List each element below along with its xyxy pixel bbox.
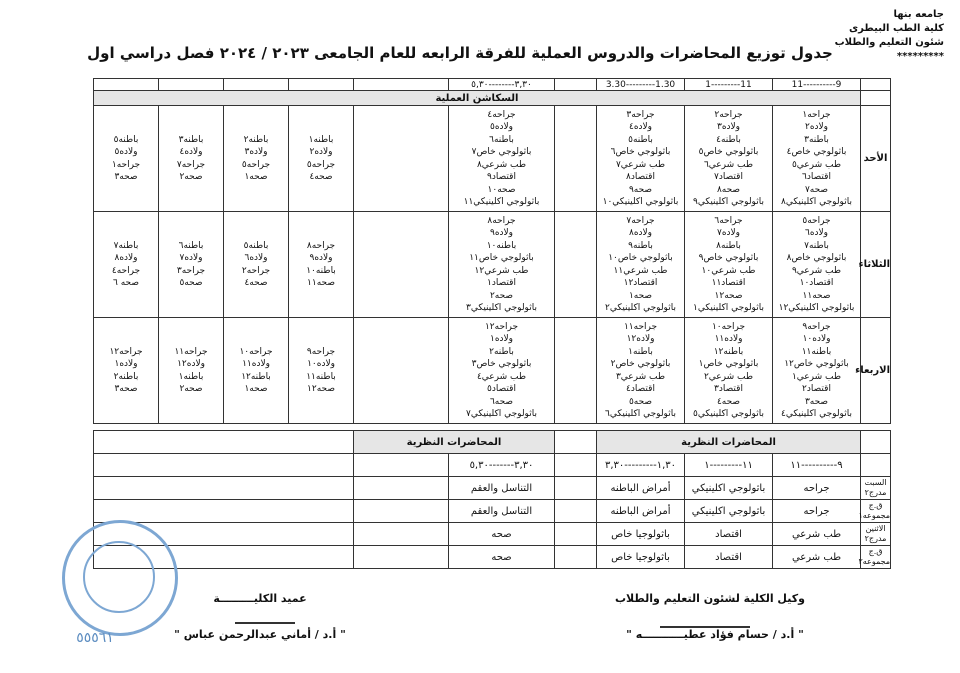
theory-cell: اقتصاد <box>685 546 773 569</box>
page-title: جدول توزيع المحاضرات والدروس العملية للفرقة الرابعه للعام الجامعى ٢٠٢٣ / ٢٠٢٤ فصل دراسي اول <box>87 44 833 62</box>
theory-section-title: المحاضرات النظرية <box>597 431 861 454</box>
vice-dean-name: " أ.د / حسام فؤاد عطيـــــــــــه " <box>626 628 804 641</box>
day-label: ق.ج <box>868 547 883 556</box>
theory-cell: جراحه <box>773 477 861 500</box>
practical-section-title: السكاشن العملية <box>94 91 861 106</box>
schedule-cell: جراحه١ ولاده٢ باطنه٣ باثولوجي خاص٤ طب شرعي٥ اقتصاد٦ صحه٧ باثولوجي اكلينيكي٨ <box>773 106 861 212</box>
time-cell-empty <box>94 454 354 477</box>
schedule-cell: باطنه٢ ولاده٣ جراحه٥ صحه١ <box>224 106 289 212</box>
day-label: السبت <box>864 478 887 487</box>
schedule-cell: جراحه١٢ ولاده١ باطنه٢ صحه٣ <box>94 318 159 424</box>
schedule-cell: جراحه٣ ولاده٤ باطنه٥ باثولوجي خاص٦ طب شرعي٧ اقتصاد٨ صحه٩ باثولوجي اكلينيكي١٠ <box>597 106 685 212</box>
time-cell-empty <box>94 79 159 91</box>
day-label: الأحد <box>861 106 891 212</box>
schedule-cell: جراحه١١ ولاده١٢ باطنه١ صحه٢ <box>159 318 224 424</box>
theory-cell-empty <box>555 500 597 523</box>
theory-row <box>94 500 891 523</box>
section-spacer <box>861 91 891 106</box>
practical-schedule-table <box>93 78 891 424</box>
theory-cell-empty <box>94 500 354 523</box>
faculty-name: كلية الطب البيطرى <box>849 23 944 34</box>
day-row-wednesday <box>94 318 891 424</box>
day-label: الاثنين <box>865 524 886 533</box>
theory-cell: التناسل والعقم <box>449 477 555 500</box>
schedule-cell: باطنه٥ ولاده٥ جراحه١ صحه٣ <box>94 106 159 212</box>
schedule-cell <box>555 212 597 318</box>
theory-cell: صحه <box>449 546 555 569</box>
theory-section-title: المحاضرات النظرية <box>354 431 555 454</box>
theory-row-label <box>858 500 891 523</box>
schedule-cell: جراحه١٠ ولاده١١ باطنه١٢ صحه١ <box>224 318 289 424</box>
time-cell-empty <box>861 454 891 477</box>
time-cell: 1.30---------3.30 <box>597 79 685 91</box>
section-spacer <box>861 431 891 454</box>
room-label: مدرج٢ <box>864 534 887 543</box>
dean-name: " أ.د / أماني عبدالرحمن عباس " <box>174 628 346 641</box>
schedule-cell: جراحه٩ ولاده١٠ باطنه١١ باثولوجي خاص١٢ طب شرعي١ اقتصاد٢ صحه٣ باثولوجي اكلينيكي٤ <box>773 318 861 424</box>
dean-signature <box>235 606 295 624</box>
practical-section-row <box>94 91 891 106</box>
schedule-cell: جراحه٥ ولاده٦ باطنه٧ باثولوجي خاص٨ طب شرعي٩ اقتصاد١٠ صحه١١ باثولوجي اكلينيكي١٢ <box>773 212 861 318</box>
seal-eagle-emblem <box>83 541 155 613</box>
schedule-cell: جراحه٦ ولاده٧ باطنه٨ باثولوجي خاص٩ طب شرعي١٠ اقتصاد١١ صحه١٢ باثولوجي اكلينيكي١ <box>685 212 773 318</box>
theory-cell: باثولوجي اكلينيكي <box>685 500 773 523</box>
stars-line: ********* <box>896 51 944 62</box>
theory-cell: باثولوجيا خاص <box>597 546 685 569</box>
university-name: جامعه بنها <box>893 9 944 20</box>
theory-cell-empty <box>94 477 354 500</box>
theory-cell-empty <box>354 500 449 523</box>
schedule-cell: جراحه٢ ولاده٣ باطنه٤ باثولوجي خاص٥ طب شرعي٦ اقتصاد٧ صحه٨ باثولوجي اكلينيكي٩ <box>685 106 773 212</box>
schedule-cell <box>354 318 449 424</box>
theory-row <box>94 523 891 546</box>
day-label: الاربعاء <box>861 318 891 424</box>
time-cell: ١,٣٠---------٣,٣٠ <box>597 454 685 477</box>
schedule-cell: باطنه٦ ولاده٧ جراحه٣ صحه٥ <box>159 212 224 318</box>
time-cell: 9----------11 <box>773 79 861 91</box>
schedule-cell <box>354 106 449 212</box>
time-cell <box>289 79 354 91</box>
time-cell: 11---------1 <box>685 79 773 91</box>
schedule-cell: جراحه٩ ولاده١٠ باطنه١١ صحه١٢ <box>289 318 354 424</box>
schedule-cell: باطنه٣ ولاده٤ جراحه٧ صحه٢ <box>159 106 224 212</box>
theory-schedule-table <box>93 430 891 569</box>
room-label: مجموعه٢ <box>858 557 891 566</box>
room-label: مجموعه١ <box>858 511 891 520</box>
theory-row <box>94 477 891 500</box>
time-cell: ٣,٣٠-------٥,٣٠ <box>449 454 555 477</box>
vice-dean-title: وكيل الكلية لشئون التعليم والطلاب <box>615 592 805 605</box>
section-spacer <box>94 431 354 454</box>
schedule-cell: جراحه٨ ولاده٩ باطنه١٠ باثولوجي خاص١١ طب شرعي١٢ اقتصاد١ صحه٢ باثولوجي اكلينيكي٣ <box>449 212 555 318</box>
theory-row <box>94 546 891 569</box>
time-row <box>94 79 891 91</box>
theory-time-row <box>94 454 891 477</box>
official-seal <box>62 520 178 636</box>
dean-title: عميد الكليـــــــــة <box>213 592 307 605</box>
schedule-cell: باطنه٧ ولاده٨ جراحه٤ صحه ٦ <box>94 212 159 318</box>
time-cell-empty <box>861 79 891 91</box>
theory-cell-empty <box>555 523 597 546</box>
time-cell: ١١---------١ <box>685 454 773 477</box>
day-row-tuesday <box>94 212 891 318</box>
day-label: ق.ج <box>868 501 883 510</box>
schedule-cell: جراحه٧ ولاده٨ باطنه٩ باثولوجي خاص١٠ طب شرعي١١ اقتصاد١٢ صحه١ باثولوجي اكلينيكي٢ <box>597 212 685 318</box>
schedule-cell: جراحه٨ ولاده٩ باطنه١٠ صحه١١ <box>289 212 354 318</box>
time-cell <box>159 79 224 91</box>
theory-row-label <box>858 546 891 569</box>
schedule-cell: باطنه١ ولاده٢ جراحه٥ صحه٤ <box>289 106 354 212</box>
time-cell: ٣,٣٠--------٥,٣٠ <box>449 79 555 91</box>
theory-row-label <box>861 523 891 546</box>
day-label: الثلاثاء <box>861 212 891 318</box>
theory-cell-empty <box>354 523 449 546</box>
theory-cell-empty <box>555 477 597 500</box>
theory-cell: طب شرعي <box>773 523 861 546</box>
theory-cell: جراحه <box>773 500 861 523</box>
theory-cell: صحه <box>449 523 555 546</box>
theory-cell: أمراض الباطنه <box>597 500 685 523</box>
schedule-cell <box>354 212 449 318</box>
theory-cell: باثولوجي اكلينيكي <box>685 477 773 500</box>
theory-cell: أمراض الباطنه <box>597 477 685 500</box>
day-row-sunday <box>94 106 891 212</box>
time-cell <box>354 79 449 91</box>
theory-section-row <box>94 431 891 454</box>
time-cell <box>555 79 597 91</box>
theory-row-label <box>861 477 891 500</box>
section-spacer <box>555 431 597 454</box>
time-cell-empty <box>555 454 597 477</box>
time-cell <box>224 79 289 91</box>
theory-cell-empty <box>354 546 449 569</box>
department-name: شئون التعليم والطلاب <box>834 37 944 48</box>
schedule-cell: باطنه٥ ولاده٦ جراحه٢ صحه٤ <box>224 212 289 318</box>
theory-cell: اقتصاد <box>685 523 773 546</box>
theory-cell: طب شرعي <box>773 546 861 569</box>
time-cell: ٩----------١١ <box>773 454 861 477</box>
theory-cell-empty <box>354 477 449 500</box>
schedule-cell <box>555 106 597 212</box>
schedule-cell <box>555 318 597 424</box>
theory-cell: التناسل والعقم <box>449 500 555 523</box>
seal-number: ٥٥٥٦١ <box>76 630 114 646</box>
schedule-cell: جراحه٤ ولاده٥ باطنه٦ باثولوجي خاص٧ طب شرعي٨ اقتصاد٩ صحه١٠ باثولوجي اكلينيكي١١ <box>449 106 555 212</box>
time-cell-empty <box>354 454 449 477</box>
schedule-cell: جراحه١٠ ولاده١١ باطنه١٢ باثولوجي خاص١ طب شرعي٢ اقتصاد٣ صحه٤ باثولوجي اكلينيكي٥ <box>685 318 773 424</box>
schedule-cell: جراحه١٢ ولاده١ باطنه٢ باثولوجي خاص٣ طب شرعي٤ اقتصاد٥ صحه٦ باثولوجي اكلينيكي٧ <box>449 318 555 424</box>
theory-cell-empty <box>555 546 597 569</box>
vice-dean-signature <box>660 608 750 628</box>
room-label: مدرج٢ <box>864 488 887 497</box>
schedule-cell: جراحه١١ ولاده١٢ باطنه١ باثولوجي خاص٢ طب شرعي٣ اقتصاد٤ صحه٥ باثولوجي اكلينيكي٦ <box>597 318 685 424</box>
theory-cell: باثولوجيا خاص <box>597 523 685 546</box>
